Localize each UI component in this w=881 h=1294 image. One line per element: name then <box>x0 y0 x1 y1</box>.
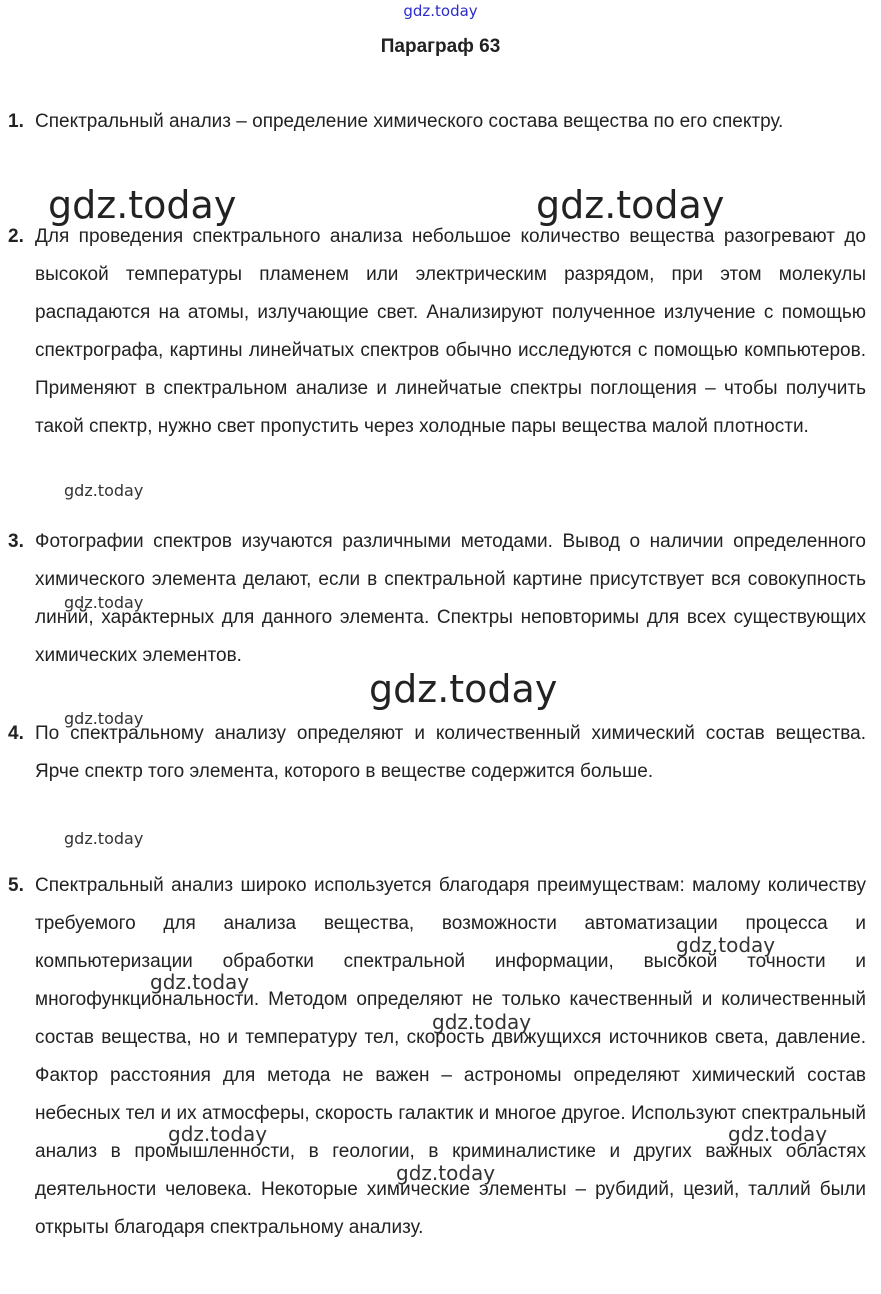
answer-item-2 <box>8 218 866 446</box>
watermark: gdz.today <box>150 970 250 994</box>
watermark: gdz.today <box>536 183 725 227</box>
page-title: Параграф 63 <box>380 36 501 57</box>
watermark: gdz.today <box>369 667 558 711</box>
item-text: Для проведения спектрального анализа небольшое количество вещества разогревают до высокой температуры пламенем или электрическим разрядом, при этом молекулы распадаются на атомы, излучающие свет. Анализируют полученное излучение с помощью спектрографа, картины линейчатых спектров обычно исследуются с помощью компьютеров. Применяют в спектральном анализе и линейчатые спектры поглощения – чтобы получить такой спектр, нужно свет пропустить через холодные пары вещества малой плотности. <box>35 226 866 437</box>
watermark: gdz.today <box>728 1122 828 1146</box>
item-text: Спектральный анализ широко используется благодаря преимуществам: малому количеству требуемого для анализа вещества, возможности автоматизации процесса и компьютеризации обработки спектральной информации, высокой точности и многофункциональности. Методом определяют не только качественный и количественный состав вещества, но и температуру тел, скорость движущихся источников света, давление. Фактор расстояния для метода не важен – астрономы определяют химический состав небесных тел и их атмосферы, скорость галактик и многое другое. Используют спектральный анализ в промышленности, в геологии, в криминалистике и других важных областях деятельности человека. Некоторые химические элементы – рубидий, цезий, таллий были открыты благодаря спектральному анализу. <box>35 875 866 1238</box>
answer-item-1 <box>8 103 866 141</box>
watermark: gdz.today <box>48 183 237 227</box>
watermark: gdz.today <box>396 1161 496 1185</box>
site-watermark-top: gdz.today <box>403 2 478 20</box>
answer-item-5 <box>8 867 866 1247</box>
item-number: 2. <box>8 226 24 247</box>
item-text: Фотографии спектров изучаются различными методами. Вывод о наличии определенного химического элемента делают, если в спектральной картине присутствует вся совокупность линий, характерных для данного элемента. Спектры неповторимы для всех существующих химических элементов. <box>35 531 866 666</box>
answer-item-3 <box>8 523 866 675</box>
item-text: Спектральный анализ – определение химического состава вещества по его спектру. <box>35 111 784 132</box>
item-number: 1. <box>8 111 24 132</box>
item-number: 4. <box>8 723 24 744</box>
watermark: gdz.today <box>64 593 144 612</box>
watermark: gdz.today <box>676 933 776 957</box>
watermark: gdz.today <box>64 481 144 500</box>
watermark: gdz.today <box>432 1010 532 1034</box>
watermark: gdz.today <box>64 709 144 728</box>
item-text: По спектральному анализу определяют и количественный химический состав вещества. Ярче спектр того элемента, которого в веществе содержится больше. <box>35 723 866 782</box>
watermark: gdz.today <box>168 1122 268 1146</box>
answer-item-4 <box>8 715 866 791</box>
item-number: 3. <box>8 531 24 552</box>
watermark: gdz.today <box>64 829 144 848</box>
item-number: 5. <box>8 875 24 896</box>
